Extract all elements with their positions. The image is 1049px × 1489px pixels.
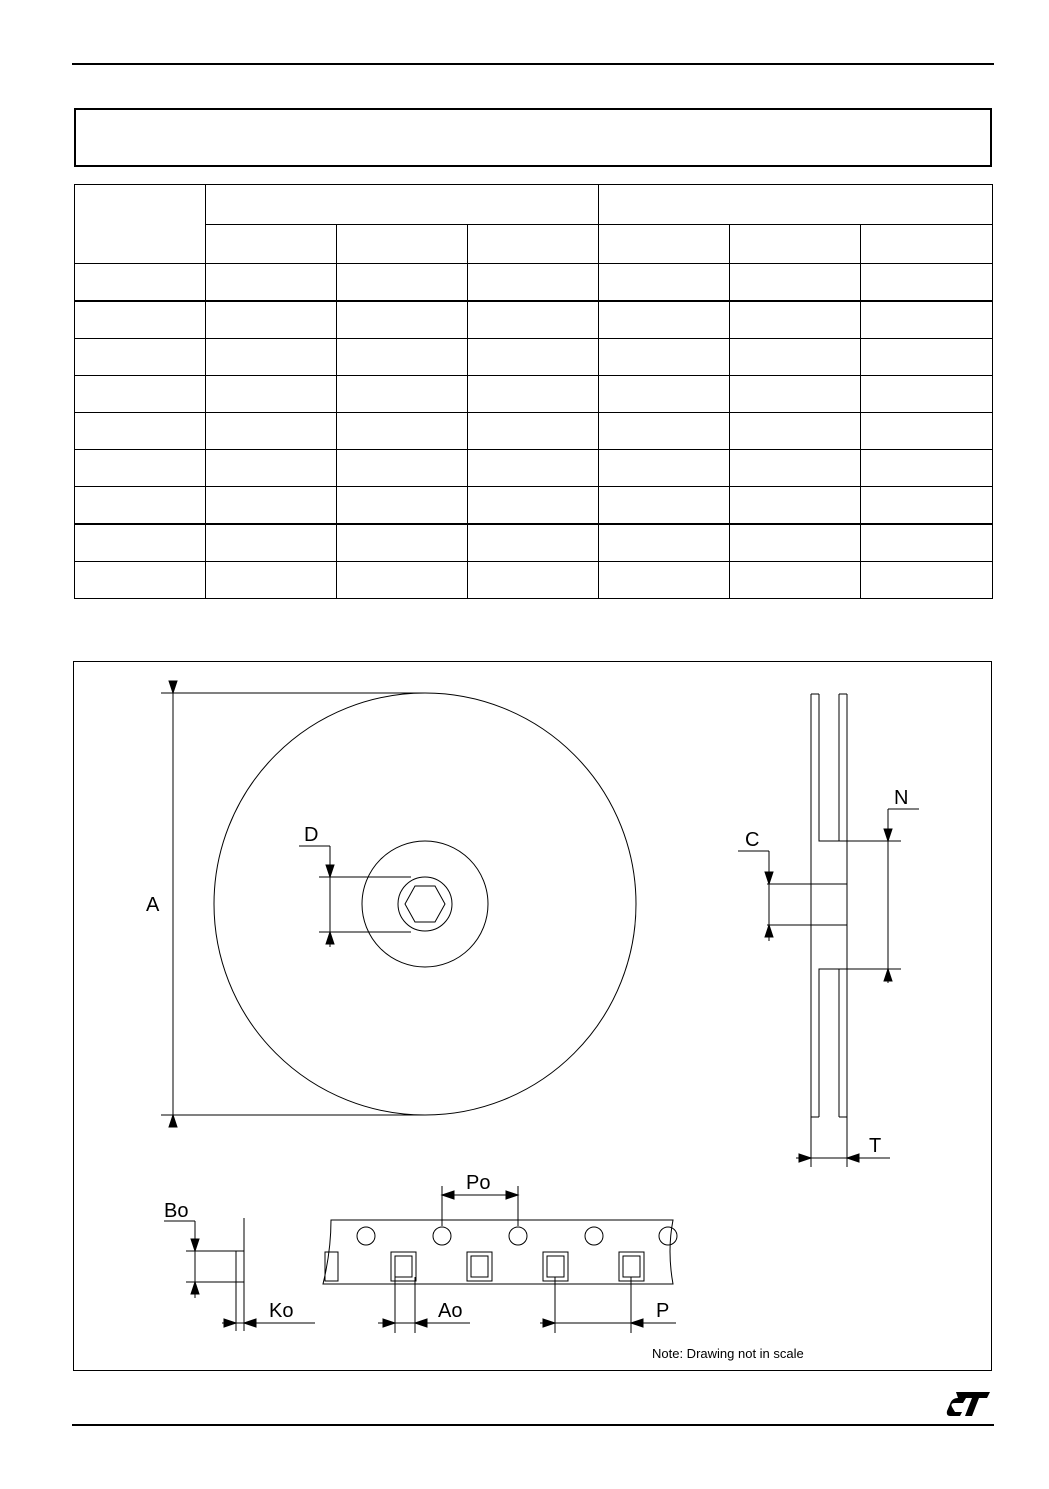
sprocket-hole [659,1227,677,1245]
st-logo [946,1390,994,1418]
dim-t-label: T [869,1135,882,1157]
subheader-cell [730,224,861,264]
reel-drawing-box [73,661,992,1371]
table-row [75,301,993,339]
header-cell-group-1 [206,185,599,225]
sprocket-hole [509,1227,527,1245]
dim-a-label: A [146,894,160,916]
table-row [75,264,993,302]
tape-pocket-inner [471,1256,488,1277]
dim-d-arrow-top [326,865,334,877]
reel-outer-circle [214,693,636,1115]
table-row [75,339,993,376]
tape-side-view [164,1200,315,1331]
dim-t-arrow-right [847,1154,859,1162]
dim-c-label: C [745,829,760,851]
drawing-note: Note: Drawing not in scale [652,1346,804,1361]
dim-n-label: N [894,787,909,809]
carrier-tape-view [323,1172,677,1333]
table-row [75,524,993,562]
dim-n-arrow-bottom [884,969,892,981]
dim-a-arrow-top [169,681,177,693]
table-title-box [74,108,992,167]
sprocket-hole [433,1227,451,1245]
tape-pocket-inner [623,1256,640,1277]
dim-bo-arrow-top [191,1239,199,1251]
header-cell-ref [75,185,206,264]
table-row [75,450,993,487]
sprocket-hole [585,1227,603,1245]
reel-arbor-outer [398,877,452,931]
dim-d-label: D [304,824,319,846]
dim-ao-arrow-right [415,1319,427,1327]
reel-drawing [74,662,991,1370]
table-subheader-row [75,224,993,264]
subheader-cell [599,224,730,264]
table-row [75,376,993,413]
dim-t-arrow-left [799,1154,811,1162]
table-header-row [75,185,993,225]
footer-rule [72,1424,994,1426]
subheader-cell [206,224,337,264]
dim-po-arrow-left [442,1191,454,1199]
flange-upper-inner [819,694,839,841]
subheader-cell [337,224,468,264]
dim-ko-arrow-right [244,1319,256,1327]
dim-ao-label: Ao [438,1300,463,1322]
sprocket-hole [357,1227,375,1245]
tape-pocket-side [236,1251,244,1282]
dim-p-arrow-right [631,1319,643,1327]
dim-a-arrow-bottom [169,1115,177,1127]
table-row [75,487,993,525]
dim-p-label: P [656,1300,670,1322]
dim-bo-arrow-bottom [191,1282,199,1294]
dim-ko-arrow-left [224,1319,236,1327]
dim-ko-label: Ko [269,1300,294,1322]
dim-ao-arrow-left [383,1319,395,1327]
dimensions-table [74,184,993,599]
table-row [75,413,993,450]
dim-bo-label: Bo [164,1200,189,1222]
tape-pocket-inner [395,1256,412,1277]
subheader-cell [861,224,993,264]
reel-front-view [146,681,636,1127]
reel-arbor-hole [405,886,445,922]
dim-po-label: Po [466,1172,491,1194]
dim-n-arrow-top [884,829,892,841]
reel-hub-circle [362,841,488,967]
subheader-cell [468,224,599,264]
header-rule [72,63,994,65]
dim-c-arrow-top [765,872,773,884]
reel-side-view [738,694,919,1167]
dim-po-arrow-right [506,1191,518,1199]
dim-d-arrow-bottom [326,932,334,944]
tape-pocket-inner [547,1256,564,1277]
header-cell-group-2 [599,185,993,225]
dim-p-arrow-left [543,1319,555,1327]
dim-c-arrow-bottom [765,925,773,937]
table-row [75,562,993,599]
flange-lower-inner [819,969,839,1117]
